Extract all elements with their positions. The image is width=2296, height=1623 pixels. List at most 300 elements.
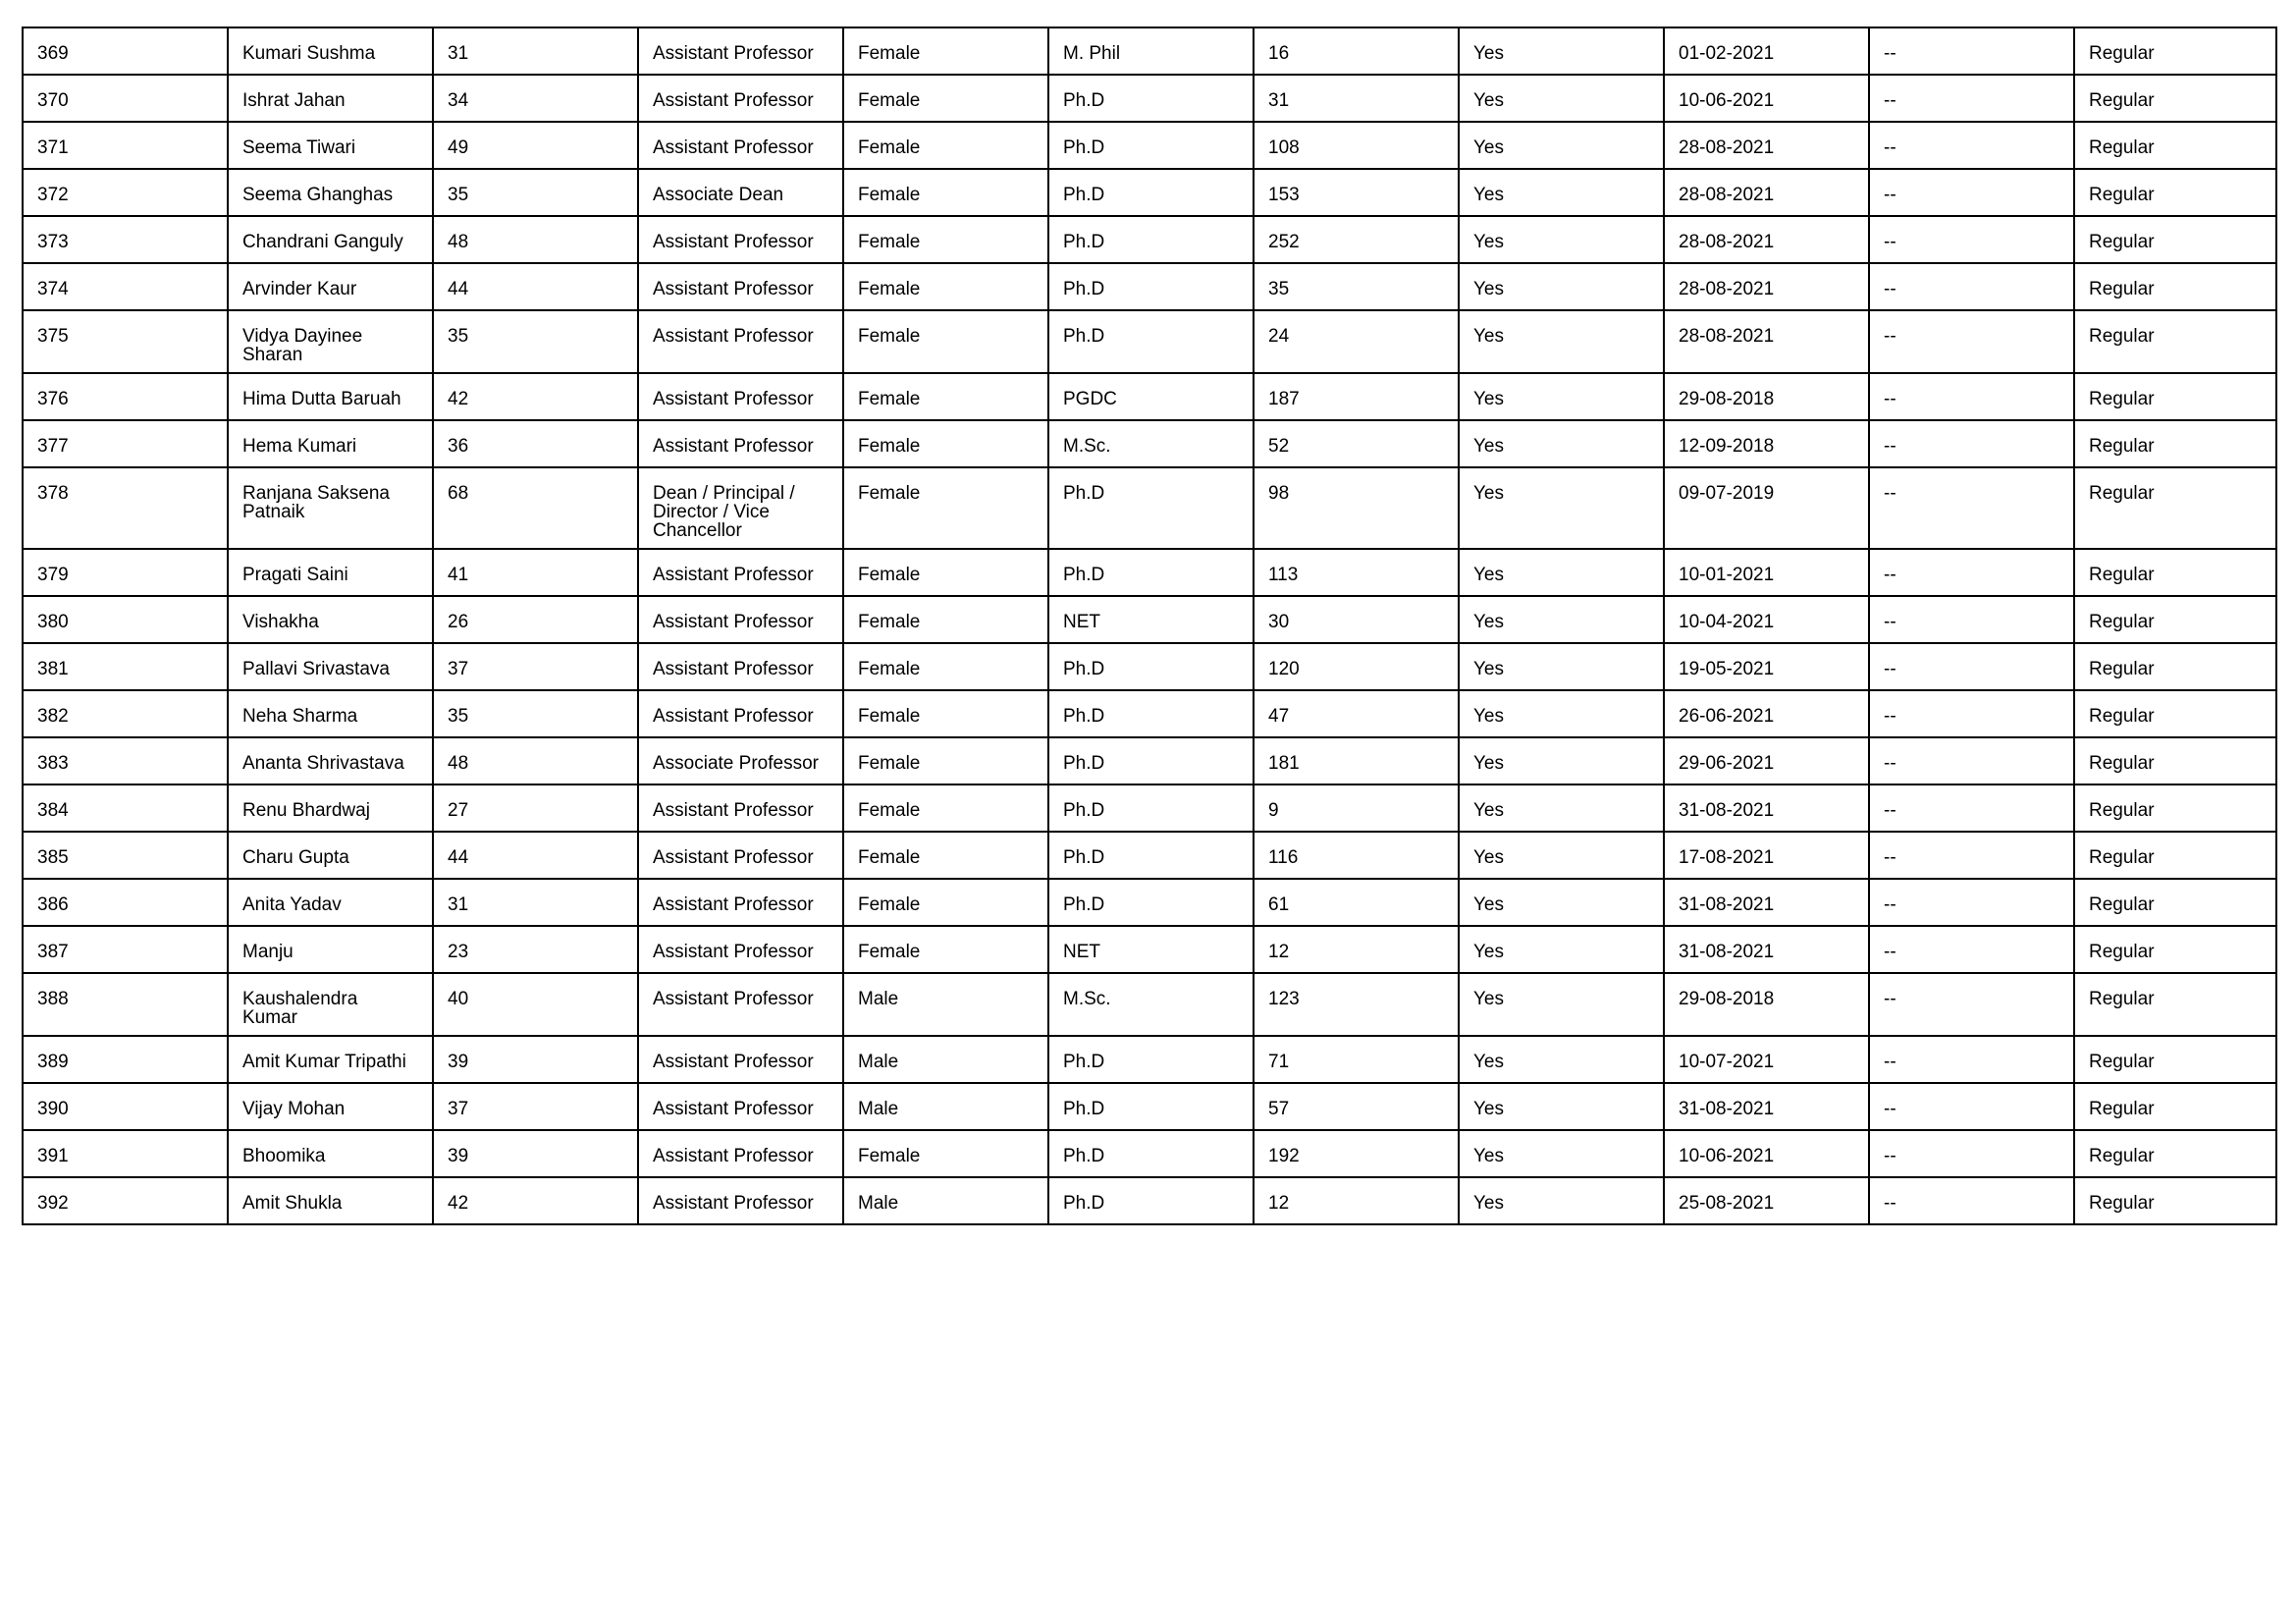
age-cell: 34	[433, 75, 638, 122]
qualification-cell: Ph.D	[1048, 169, 1254, 216]
faculty-name-cell	[228, 169, 433, 216]
experience-cell: 57	[1254, 1083, 1459, 1130]
faculty-name-line: Arvinder Kaur	[242, 279, 357, 299]
qualification-cell: NET	[1048, 926, 1254, 973]
appointment-nature-cell: Regular	[2074, 1083, 2276, 1130]
designation-cell	[638, 596, 843, 643]
joining-date-cell: 28-08-2021	[1664, 169, 1869, 216]
designation-cell	[638, 263, 843, 310]
designation-cell	[638, 926, 843, 973]
faculty-name-line: Vishakha	[242, 612, 319, 632]
gender-cell: Male	[843, 973, 1048, 1036]
faculty-name-line: Vidya Dayinee	[242, 326, 363, 347]
appointment-nature-cell: Regular	[2074, 832, 2276, 879]
experience-cell: 24	[1254, 310, 1459, 373]
faculty-name-cell	[228, 737, 433, 784]
status-cell: Yes	[1459, 75, 1664, 122]
age-cell: 23	[433, 926, 638, 973]
faculty-name-line: Ranjana Saksena	[242, 483, 390, 504]
designation-cell	[638, 467, 843, 549]
table-row	[23, 467, 2276, 549]
joining-date-cell: 10-06-2021	[1664, 75, 1869, 122]
age-cell: 39	[433, 1036, 638, 1083]
joining-date-cell: 29-08-2018	[1664, 373, 1869, 420]
serial-number-cell: 390	[23, 1083, 228, 1130]
experience-cell: 12	[1254, 926, 1459, 973]
table-row	[23, 263, 2276, 310]
qualification-cell: Ph.D	[1048, 879, 1254, 926]
designation-cell	[638, 1036, 843, 1083]
faculty-name-line: Kumari Sushma	[242, 43, 376, 64]
experience-cell: 31	[1254, 75, 1459, 122]
joining-date-cell: 25-08-2021	[1664, 1177, 1869, 1224]
faculty-name-cell	[228, 420, 433, 467]
qualification-cell: M.Sc.	[1048, 420, 1254, 467]
age-cell: 44	[433, 263, 638, 310]
leaving-date-cell: --	[1869, 467, 2074, 549]
designation-line: Dean / Principal /	[653, 483, 795, 504]
gender-cell: Female	[843, 467, 1048, 549]
qualification-cell: Ph.D	[1048, 263, 1254, 310]
status-cell: Yes	[1459, 973, 1664, 1036]
designation-line: Assistant Professor	[653, 847, 814, 868]
appointment-nature-cell: Regular	[2074, 310, 2276, 373]
age-cell: 41	[433, 549, 638, 596]
status-cell: Yes	[1459, 643, 1664, 690]
designation-cell	[638, 169, 843, 216]
status-cell: Yes	[1459, 467, 1664, 549]
appointment-nature-cell: Regular	[2074, 737, 2276, 784]
faculty-name-cell	[228, 784, 433, 832]
designation-cell	[638, 1083, 843, 1130]
serial-number-cell: 392	[23, 1177, 228, 1224]
table-row	[23, 926, 2276, 973]
serial-number-cell: 389	[23, 1036, 228, 1083]
faculty-name-line: Anita Yadav	[242, 894, 342, 915]
designation-cell	[638, 1177, 843, 1224]
joining-date-cell: 28-08-2021	[1664, 263, 1869, 310]
serial-number-cell: 387	[23, 926, 228, 973]
table-row	[23, 596, 2276, 643]
faculty-name-cell	[228, 467, 433, 549]
faculty-name-line: Ananta Shrivastava	[242, 753, 404, 774]
experience-cell: 98	[1254, 467, 1459, 549]
qualification-cell: Ph.D	[1048, 1177, 1254, 1224]
table-row	[23, 1083, 2276, 1130]
qualification-cell: Ph.D	[1048, 75, 1254, 122]
designation-cell	[638, 420, 843, 467]
serial-number-cell: 377	[23, 420, 228, 467]
joining-date-cell: 10-04-2021	[1664, 596, 1869, 643]
faculty-name-line: Hima Dutta Baruah	[242, 389, 401, 409]
table-row	[23, 690, 2276, 737]
faculty-name-cell	[228, 596, 433, 643]
joining-date-cell: 17-08-2021	[1664, 832, 1869, 879]
qualification-cell: Ph.D	[1048, 216, 1254, 263]
experience-cell: 153	[1254, 169, 1459, 216]
experience-cell: 35	[1254, 263, 1459, 310]
serial-number-cell: 374	[23, 263, 228, 310]
gender-cell: Female	[843, 263, 1048, 310]
serial-number-cell: 372	[23, 169, 228, 216]
faculty-name-line: Charu Gupta	[242, 847, 349, 868]
faculty-name-cell	[228, 549, 433, 596]
faculty-name-line: Amit Kumar Tripathi	[242, 1052, 406, 1072]
joining-date-cell: 31-08-2021	[1664, 879, 1869, 926]
faculty-name-line: Vijay Mohan	[242, 1099, 346, 1119]
gender-cell: Female	[843, 643, 1048, 690]
age-cell: 35	[433, 310, 638, 373]
leaving-date-cell: --	[1869, 549, 2074, 596]
faculty-name-cell	[228, 1177, 433, 1224]
designation-cell	[638, 310, 843, 373]
joining-date-cell: 31-08-2021	[1664, 926, 1869, 973]
document-page	[22, 27, 2277, 1225]
serial-number-cell: 380	[23, 596, 228, 643]
joining-date-cell: 09-07-2019	[1664, 467, 1869, 549]
leaving-date-cell: --	[1869, 122, 2074, 169]
designation-cell	[638, 549, 843, 596]
experience-cell: 47	[1254, 690, 1459, 737]
status-cell: Yes	[1459, 1036, 1664, 1083]
table-row	[23, 973, 2276, 1036]
table-row	[23, 420, 2276, 467]
joining-date-cell: 10-06-2021	[1664, 1130, 1869, 1177]
faculty-name-cell	[228, 263, 433, 310]
serial-number-cell: 375	[23, 310, 228, 373]
table-row	[23, 27, 2276, 75]
age-cell: 31	[433, 27, 638, 75]
designation-cell	[638, 832, 843, 879]
gender-cell: Female	[843, 216, 1048, 263]
gender-cell: Female	[843, 420, 1048, 467]
age-cell: 35	[433, 690, 638, 737]
leaving-date-cell: --	[1869, 879, 2074, 926]
age-cell: 49	[433, 122, 638, 169]
experience-cell: 12	[1254, 1177, 1459, 1224]
status-cell: Yes	[1459, 1130, 1664, 1177]
serial-number-cell: 376	[23, 373, 228, 420]
faculty-name-cell	[228, 832, 433, 879]
joining-date-cell: 10-07-2021	[1664, 1036, 1869, 1083]
experience-cell: 120	[1254, 643, 1459, 690]
leaving-date-cell: --	[1869, 263, 2074, 310]
leaving-date-cell: --	[1869, 973, 2074, 1036]
joining-date-cell: 31-08-2021	[1664, 1083, 1869, 1130]
age-cell: 37	[433, 643, 638, 690]
table-row	[23, 879, 2276, 926]
appointment-nature-cell: Regular	[2074, 467, 2276, 549]
joining-date-cell: 29-08-2018	[1664, 973, 1869, 1036]
gender-cell: Female	[843, 690, 1048, 737]
gender-cell: Female	[843, 310, 1048, 373]
faculty-name-line: Kumar	[242, 1007, 297, 1028]
qualification-cell: Ph.D	[1048, 549, 1254, 596]
experience-cell: 9	[1254, 784, 1459, 832]
qualification-cell: Ph.D	[1048, 643, 1254, 690]
qualification-cell: Ph.D	[1048, 690, 1254, 737]
leaving-date-cell: --	[1869, 784, 2074, 832]
designation-line: Assistant Professor	[653, 1146, 814, 1166]
faculty-name-line: Bhoomika	[242, 1146, 326, 1166]
faculty-name-cell	[228, 75, 433, 122]
status-cell: Yes	[1459, 596, 1664, 643]
status-cell: Yes	[1459, 926, 1664, 973]
designation-line: Assistant Professor	[653, 989, 814, 1009]
table-row	[23, 1036, 2276, 1083]
gender-cell: Female	[843, 75, 1048, 122]
appointment-nature-cell: Regular	[2074, 690, 2276, 737]
faculty-name-line: Seema Tiwari	[242, 137, 356, 158]
appointment-nature-cell: Regular	[2074, 879, 2276, 926]
serial-number-cell: 384	[23, 784, 228, 832]
designation-line: Assistant Professor	[653, 279, 814, 299]
gender-cell: Female	[843, 784, 1048, 832]
designation-line: Assistant Professor	[653, 659, 814, 679]
appointment-nature-cell: Regular	[2074, 549, 2276, 596]
appointment-nature-cell: Regular	[2074, 596, 2276, 643]
leaving-date-cell: --	[1869, 643, 2074, 690]
designation-line: Associate Professor	[653, 753, 819, 774]
joining-date-cell: 10-01-2021	[1664, 549, 1869, 596]
joining-date-cell: 12-09-2018	[1664, 420, 1869, 467]
age-cell: 36	[433, 420, 638, 467]
table-row	[23, 643, 2276, 690]
status-cell: Yes	[1459, 310, 1664, 373]
joining-date-cell: 19-05-2021	[1664, 643, 1869, 690]
status-cell: Yes	[1459, 216, 1664, 263]
serial-number-cell: 373	[23, 216, 228, 263]
leaving-date-cell: --	[1869, 420, 2074, 467]
faculty-name-cell	[228, 643, 433, 690]
designation-cell	[638, 973, 843, 1036]
designation-cell	[638, 879, 843, 926]
designation-line: Assistant Professor	[653, 612, 814, 632]
experience-cell: 113	[1254, 549, 1459, 596]
faculty-name-line: Neha Sharma	[242, 706, 358, 727]
status-cell: Yes	[1459, 27, 1664, 75]
appointment-nature-cell: Regular	[2074, 122, 2276, 169]
gender-cell: Female	[843, 373, 1048, 420]
gender-cell: Female	[843, 832, 1048, 879]
qualification-cell: M.Sc.	[1048, 973, 1254, 1036]
gender-cell: Female	[843, 596, 1048, 643]
faculty-name-line: Amit Shukla	[242, 1193, 343, 1214]
designation-line: Associate Dean	[653, 185, 784, 205]
qualification-cell: Ph.D	[1048, 784, 1254, 832]
qualification-cell: Ph.D	[1048, 832, 1254, 879]
table-row	[23, 737, 2276, 784]
leaving-date-cell: --	[1869, 310, 2074, 373]
appointment-nature-cell: Regular	[2074, 75, 2276, 122]
qualification-cell: PGDC	[1048, 373, 1254, 420]
status-cell: Yes	[1459, 737, 1664, 784]
gender-cell: Female	[843, 1130, 1048, 1177]
appointment-nature-cell: Regular	[2074, 643, 2276, 690]
table-row	[23, 832, 2276, 879]
experience-cell: 181	[1254, 737, 1459, 784]
status-cell: Yes	[1459, 879, 1664, 926]
leaving-date-cell: --	[1869, 75, 2074, 122]
experience-cell: 16	[1254, 27, 1459, 75]
serial-number-cell: 371	[23, 122, 228, 169]
gender-cell: Female	[843, 169, 1048, 216]
faculty-name-line: Seema Ghanghas	[242, 185, 394, 205]
designation-cell	[638, 737, 843, 784]
designation-line: Assistant Professor	[653, 1193, 814, 1214]
faculty-name-line: Manju	[242, 942, 294, 962]
serial-number-cell: 388	[23, 973, 228, 1036]
gender-cell: Female	[843, 737, 1048, 784]
gender-cell: Female	[843, 549, 1048, 596]
experience-cell: 61	[1254, 879, 1459, 926]
joining-date-cell: 26-06-2021	[1664, 690, 1869, 737]
serial-number-cell: 391	[23, 1130, 228, 1177]
designation-line: Director / Vice	[653, 502, 770, 522]
qualification-cell: Ph.D	[1048, 1036, 1254, 1083]
gender-cell: Female	[843, 879, 1048, 926]
leaving-date-cell: --	[1869, 737, 2074, 784]
designation-line: Chancellor	[653, 520, 742, 541]
age-cell: 31	[433, 879, 638, 926]
faculty-name-cell	[228, 1130, 433, 1177]
qualification-cell: Ph.D	[1048, 310, 1254, 373]
leaving-date-cell: --	[1869, 596, 2074, 643]
faculty-name-line: Patnaik	[242, 502, 305, 522]
age-cell: 68	[433, 467, 638, 549]
experience-cell: 123	[1254, 973, 1459, 1036]
status-cell: Yes	[1459, 784, 1664, 832]
gender-cell: Male	[843, 1083, 1048, 1130]
age-cell: 40	[433, 973, 638, 1036]
leaving-date-cell: --	[1869, 926, 2074, 973]
faculty-name-line: Pallavi Srivastava	[242, 659, 390, 679]
age-cell: 26	[433, 596, 638, 643]
experience-cell: 30	[1254, 596, 1459, 643]
table-row	[23, 169, 2276, 216]
gender-cell: Female	[843, 926, 1048, 973]
designation-line: Assistant Professor	[653, 894, 814, 915]
serial-number-cell: 381	[23, 643, 228, 690]
faculty-name-line: Sharan	[242, 345, 303, 365]
faculty-name-cell	[228, 973, 433, 1036]
faculty-name-line: Chandrani Ganguly	[242, 232, 403, 252]
experience-cell: 108	[1254, 122, 1459, 169]
status-cell: Yes	[1459, 690, 1664, 737]
qualification-cell: Ph.D	[1048, 122, 1254, 169]
designation-line: Assistant Professor	[653, 43, 814, 64]
faculty-table	[22, 27, 2277, 1225]
faculty-name-line: Pragati Saini	[242, 565, 348, 585]
qualification-cell: NET	[1048, 596, 1254, 643]
leaving-date-cell: --	[1869, 690, 2074, 737]
status-cell: Yes	[1459, 549, 1664, 596]
appointment-nature-cell: Regular	[2074, 216, 2276, 263]
faculty-name-cell	[228, 879, 433, 926]
serial-number-cell: 383	[23, 737, 228, 784]
appointment-nature-cell: Regular	[2074, 1177, 2276, 1224]
status-cell: Yes	[1459, 169, 1664, 216]
qualification-cell: Ph.D	[1048, 467, 1254, 549]
designation-line: Assistant Professor	[653, 389, 814, 409]
joining-date-cell: 29-06-2021	[1664, 737, 1869, 784]
leaving-date-cell: --	[1869, 216, 2074, 263]
joining-date-cell: 01-02-2021	[1664, 27, 1869, 75]
designation-cell	[638, 643, 843, 690]
age-cell: 39	[433, 1130, 638, 1177]
appointment-nature-cell: Regular	[2074, 973, 2276, 1036]
table-row	[23, 310, 2276, 373]
leaving-date-cell: --	[1869, 1083, 2074, 1130]
faculty-name-cell	[228, 122, 433, 169]
faculty-name-cell	[228, 690, 433, 737]
table-row	[23, 75, 2276, 122]
table-row	[23, 1177, 2276, 1224]
serial-number-cell: 386	[23, 879, 228, 926]
age-cell: 44	[433, 832, 638, 879]
designation-line: Assistant Professor	[653, 942, 814, 962]
gender-cell: Male	[843, 1177, 1048, 1224]
experience-cell: 116	[1254, 832, 1459, 879]
status-cell: Yes	[1459, 420, 1664, 467]
qualification-cell: Ph.D	[1048, 737, 1254, 784]
faculty-name-cell	[228, 1036, 433, 1083]
age-cell: 27	[433, 784, 638, 832]
designation-cell	[638, 75, 843, 122]
designation-cell	[638, 690, 843, 737]
leaving-date-cell: --	[1869, 373, 2074, 420]
faculty-name-line: Renu Bhardwaj	[242, 800, 370, 821]
designation-cell	[638, 373, 843, 420]
appointment-nature-cell: Regular	[2074, 169, 2276, 216]
leaving-date-cell: --	[1869, 832, 2074, 879]
status-cell: Yes	[1459, 1083, 1664, 1130]
faculty-name-line: Hema Kumari	[242, 436, 357, 457]
leaving-date-cell: --	[1869, 1036, 2074, 1083]
qualification-cell: Ph.D	[1048, 1083, 1254, 1130]
table-row	[23, 784, 2276, 832]
serial-number-cell: 378	[23, 467, 228, 549]
age-cell: 42	[433, 373, 638, 420]
designation-cell	[638, 784, 843, 832]
appointment-nature-cell: Regular	[2074, 263, 2276, 310]
faculty-name-cell	[228, 27, 433, 75]
joining-date-cell: 28-08-2021	[1664, 122, 1869, 169]
leaving-date-cell: --	[1869, 169, 2074, 216]
appointment-nature-cell: Regular	[2074, 373, 2276, 420]
gender-cell: Female	[843, 122, 1048, 169]
appointment-nature-cell: Regular	[2074, 1130, 2276, 1177]
age-cell: 48	[433, 737, 638, 784]
joining-date-cell: 31-08-2021	[1664, 784, 1869, 832]
serial-number-cell: 379	[23, 549, 228, 596]
designation-cell	[638, 122, 843, 169]
serial-number-cell: 370	[23, 75, 228, 122]
experience-cell: 71	[1254, 1036, 1459, 1083]
faculty-name-cell	[228, 373, 433, 420]
experience-cell: 187	[1254, 373, 1459, 420]
experience-cell: 192	[1254, 1130, 1459, 1177]
joining-date-cell: 28-08-2021	[1664, 310, 1869, 373]
serial-number-cell: 382	[23, 690, 228, 737]
leaving-date-cell: --	[1869, 1130, 2074, 1177]
designation-cell	[638, 1130, 843, 1177]
age-cell: 35	[433, 169, 638, 216]
appointment-nature-cell: Regular	[2074, 784, 2276, 832]
table-row	[23, 216, 2276, 263]
table-row	[23, 1130, 2276, 1177]
faculty-name-line: Ishrat Jahan	[242, 90, 346, 111]
